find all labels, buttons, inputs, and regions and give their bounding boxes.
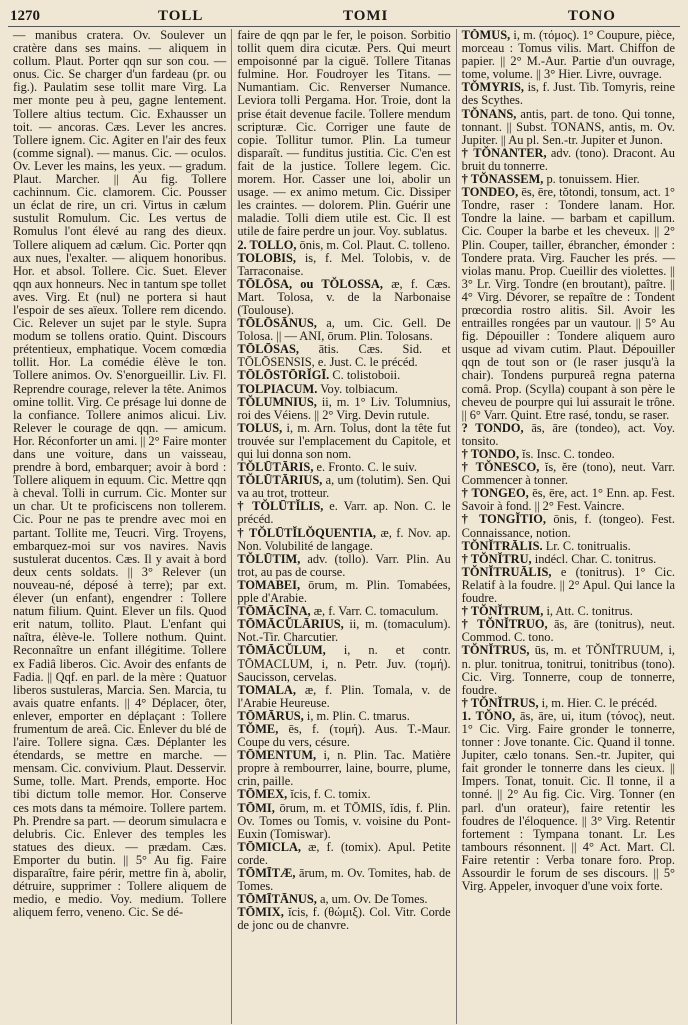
entry-headword: TŌMEX, (237, 787, 288, 802)
entry-definition: — manibus cratera. Ov. Soulever un cratère dans ses mains. — aliquem in collum. Plaut. Porter qqn sur son cou. — onus. Cic. Se charger d'un fardeau (pr. ou fig.). Paulatim sese tollit mare Virg. La mer monte peu à peu, gagne lentement. Tollere altius tectum. Cic. Exhausser un toit. — ancoras. Cæs. Lever les ancres. Tollere ignem. Cic. Agiter en l'air des feux (comme signal). — manus. Cic. — oculos. Ov. Lever les mains, les yeux. — gradum. Plaut. Marcher. || Au fig. Tollere cachinnum. Cic. clamorem. Cic. Pousser un éclat de rire, un cri. Virtus in cælum sustulit Romulum. Cic. Les vertus de Romulus l'ont élevé au rang des dieux. Tollere aliquem ad cælum. Cic. Porter qqn aux nues, l'exalter. — aliquem honoribus. Hor. et absol. Tollere. Cic. Suet. Elever qqn aux honneurs. Nec in tantum spe tollet aves. Virg. Et (nul) ne portera si haut l'espoir de ses aïeux. Tollere rem dicendo. Cic. Relever un sujet par le style. Supra modum se tollens oratio. Quint. Discours prétentieux, emphatique. Vocem comœdia tollit. Hor. La comédie élève le ton. Tollere animos. Ov. S'enorgueillir. Liv. Fl. Reprendre courage, relever la tête. Animos omine tollit. Virg. Ce présage lui donne de la confiance. Tollere animos alicui. Liv. Relever le courage de qqn. — amicum. Hor. Réconforter un ami. || 2° Faire monter dans une voiture, dans un vaisseau, prendre à bord, embarquer; avoir à bord : Tollere aliquem in equum. Cic. Mettre qqn à cheval. Tolli in currum. Cic. Monter sur un char. Ut te proficiscens non tollerem. Cic. Pour ne pas te prendre avec moi en partant. Tollite me, Teucri. Virg. Troyens, embarquez-moi sur vos navires. Navis sustulerat ducentos. Cæs. Il y avait à bord deux cents soldats. || 3° Relever (un nouveau-né, déposé à terre); par ext. élever (un enfant), engendrer : Tollere natum filium. Quint. Elever un fils. Quod erit natum, tollito. Plaut. L'enfant qui naîtra, élève-le. Tollere nothum. Quint. Reconnaître un enfant illégitime. Tollere ex Fadiâ liberos. Cic. Avoir des enfants de Fadia. || Qqf. en parl. de la mère : Quatuor liberos sustuleras, Marcia. Sen. Marcia, tu avais quatre enfants. || 4° Déplacer, ôter, enlever, emporter en déplaçant : Tollere frumentum de areâ. Cic. Enlever du blé de l'aire. Tollere signa. Cæs. Déplanter les étendards, se mettre en marche. — mensam. Cic. convivium. Plaut. Desservir. Sume, tolle. Mart. Prends, emporte. Hoc tibi dictum tolle memor. Hor. Conserve ces mots dans ta mémoire. Tollere partem. Ph. Prendre sa part. — deorum simulacra e delubris. Cic. Enlever des temples les statues des dieux. — prædam. Cæs. Emporter du butin. || 5° Au fig. Faire disparaître, faire périr, mettre fin à, abolir, détruire, supprimer : Tollere aliquem de medio, e medio. Voy. medium. Tollere aliquem ferro, veneno. Cic. Se dé- (13, 29, 227, 920)
entry-definition: ĭcis, f. C. tomix. (290, 787, 371, 802)
dictionary-entry (237, 527, 450, 553)
entry-headword: TŌMICLA, (237, 839, 302, 854)
entry-headword: TŌLŌSAS, (237, 342, 299, 357)
entry-headword: † TŎLŪTĬLIS, (237, 499, 324, 514)
dictionary-entry (237, 644, 450, 683)
guide-word-right: TONO (568, 8, 616, 24)
entry-headword: TOLOBIS, (237, 250, 296, 265)
entry-headword: TŎLUMNIUS, (237, 394, 317, 409)
entry-definition: i, m. Arn. Tolus, dont la tête fut trouvée sur l'emplacement du Capitole, et qui lui donna son nom. (237, 420, 451, 461)
entry-headword: 1. TŎNO, (461, 708, 516, 723)
entry-headword: TŌMĪTÆ, (237, 866, 296, 880)
dictionary-entry (462, 461, 675, 487)
entry-definition: i, m. Plin. C. tmarus. (306, 708, 410, 723)
entry-headword: TŌMĀCŬLĀRIUS, (237, 617, 344, 632)
entry-definition: æ, f. Cæs. Mart. Tolosa, v. de la Narbonaise (Toulouse). (237, 276, 451, 317)
dictionary-entry (237, 684, 450, 710)
entry-definition: e. Fronto. C. le suiv. (316, 460, 417, 475)
entry-headword: TŌMĀRUS, (237, 708, 304, 723)
entry-definition: ās, āre (tonitrus), neut. Commod. C. tono. (461, 617, 675, 645)
entry-definition: e. Varr. ap. Non. C. le précéd. (237, 499, 451, 527)
entry-headword: TŌMI, (237, 800, 275, 815)
entry-definition: ii, m. 1° Liv. Tolumnius, roi des Véiens. || 2° Virg. Devin rutule. (237, 394, 451, 422)
dictionary-entry (462, 29, 675, 81)
dictionary-entry (237, 343, 450, 369)
dictionary-entry (462, 108, 675, 147)
entry-definition: Lr. C. tonitrualis. (545, 538, 631, 553)
entry-headword: TŌMĀCŬLUM, (237, 643, 326, 658)
entry-definition: faire de qqn par le fer, le poison. Sorbitio tollit quem dira cicutæ. Pers. Qui meurt empoisonné par la ciguë. Tollere Titanas fulmine. Hor. Foudroyer les Titans. — Numantiam. Cic. Renverser Numance. Leviora tolli Pergama. Hor. Troie, dont la prise était devenue facile. Tollere mendum scripturæ. Cic. Corriger une faute de copie. Tollitur tumor. Plin. La tumeur disparaît. — funditus justitia. Cic. C'en est fait de la justice. Tollere legem. Cic. morem. Hor. Casser une loi, abolir un usage. — ex animo metum. Cic. Dissiper les craintes. — dolorem. Plin. Guérir une maladie. Tolli diem utile est. Cic. Il est utile de faire perdre un jour. Voy. sublatus. (237, 29, 451, 239)
entry-definition: Voy. tolbiacum. (320, 381, 398, 396)
entry-definition: adv. (tollo). Varr. Plin. Au trot, au pas de course. (237, 551, 451, 579)
dictionary-entry (237, 906, 450, 932)
entry-definition: ūs, m. et TŎNĬTRUUM, i, n. plur. tonitrua, tonitrui, tonitribus (tono). Cic. Virg. Tonnerre, coup de tonnerre, foudre. (461, 643, 675, 697)
entry-headword: TONDEO, (461, 185, 519, 200)
entry-definition: ātis. Cæs. Sid. et TŌLŌSENSIS, e. Just. C. le précéd. (237, 342, 451, 370)
entry-headword: TŌMĪTĀNUS, (237, 892, 317, 907)
dictionary-entry (462, 710, 675, 893)
dictionary-entry (13, 29, 226, 919)
entry-definition: i, m. (τόμος). 1° Coupure, pièce, morceau : Tomus vilis. Mart. Chiffon de papier. || 2° M.-Aur. Partie d'un ouvrage, tome, volume. || 3° Hier. Livre, ouvrage. (461, 29, 675, 82)
entry-definition: i, n. Plin. Tac. Matière propre à rembourrer, laine, bourre, plume, crin, paille. (237, 748, 451, 789)
entry-definition: ōnis, m. Col. Plaut. C. tolleno. (299, 237, 450, 252)
entry-definition: ās, āre, ui, itum (τόνος), neut. 1° Cic. Virg. Faire gronder le tonnerre, tonner : Jove tonante. Cic. Quand il tonne. Jupiter, cælo tonans. Sen.-tr. Jupiter, qui fait gronder le tonnerre dans les cieux. || Impers. Tonat, tonuit. Cic. Il tonne, il a tonné. || 2° Au fig. Cic. Virg. Tonner (en parl. d'un orateur), faire retentir les foudres de l'éloquence. || 3° Virg. Retentir fortement : Tympana tonant. Lr. Les tambours résonnent. || 4° Act. Mart. Cl. Faire retentir : Verba tonare foro. Prop. Assourdir le forum de ses discours. || 5° Virg. Appeler, invoquer d'une voix forte. (461, 708, 675, 894)
entry-headword: TŌLŌSA, ou TŎLOSSA, (237, 276, 383, 291)
entry-definition: e (tonitrus). 1° Cic. Relatif à la foudre. || 2° Apul. Qui lance la foudre. (461, 564, 675, 606)
column-middle (231, 29, 455, 1024)
entry-definition: i, Att. C. tonitrus. (546, 604, 633, 619)
entry-headword: TŎNĬTRĀLIS. (461, 538, 543, 553)
entry-headword: † TŎNANTER, (461, 145, 547, 160)
column-right (456, 29, 680, 1024)
dictionary-entry (462, 644, 675, 696)
text-columns (8, 29, 680, 1024)
dictionary-entry (237, 278, 450, 317)
entry-definition: ii, m. (tomaculum). Not.-Tir. Charcutier. (237, 617, 451, 645)
entry-definition: i, n. et contr. TŌMACLUM, i, n. Petr. Juv. (τομή). Saucisson, cervelas. (237, 643, 451, 684)
page-number: 1270 (10, 8, 40, 24)
entry-definition: a, um (tolutim). Sen. Qui va au trot, trotteur. (237, 473, 451, 501)
column-left (8, 29, 231, 1024)
dictionary-entry (237, 723, 450, 749)
dictionary-entry (237, 618, 450, 644)
dictionary-entry (237, 29, 450, 239)
entry-headword: TŎMYRIS, (461, 80, 524, 95)
dictionary-entry (237, 867, 450, 893)
entry-headword: TŎLŪTĀRIS, (237, 460, 314, 475)
entry-headword: † TŎNĬTRUO, (461, 617, 548, 632)
dictionary-entry (462, 487, 675, 513)
entry-headword: † TŎNASSEM, (461, 172, 544, 187)
entry-headword: † TŎNESCO, (461, 460, 540, 475)
entry-headword: TŎNĬTRUS, (461, 643, 530, 658)
dictionary-entry (462, 566, 675, 605)
entry-headword: TŌMENTUM, (237, 748, 317, 763)
dictionary-entry (462, 422, 675, 448)
entry-definition: ōnis, f. (tongeo). Fest. Connaissance, notion. (461, 512, 675, 540)
entry-definition: a, um. Cic. Gell. De Tolosa. || — ANI, ōrum. Plin. Tolosans. (237, 316, 451, 344)
entry-definition: æ, f. Varr. C. tomaculum. (313, 604, 439, 619)
guide-word-middle: TOMI (343, 8, 389, 24)
entry-definition: æ, f. (tomix). Apul. Petite corde. (237, 839, 451, 867)
dictionary-entry (237, 500, 450, 526)
dictionary-entry (462, 513, 675, 539)
entry-headword: † TŎNĬTRUM, (461, 604, 544, 619)
entry-headword: † TONGEO, (461, 486, 529, 501)
entry-headword: TŌLŌSTŌRĬGĪ. (237, 368, 330, 383)
entry-headword: TŎLŪTĀRIUS, (237, 473, 323, 488)
dictionary-entry (462, 186, 675, 422)
dictionary-entry (237, 802, 450, 841)
entry-headword: TŎNĬTRUĀLIS, (461, 564, 552, 579)
entry-headword: TOMALA, (237, 682, 296, 697)
entry-headword: † TONDO, (461, 447, 520, 461)
entry-headword: TOLUS, (237, 420, 283, 435)
dictionary-entry (237, 317, 450, 343)
dictionary-entry (237, 252, 450, 278)
entry-headword: ? TONDO, (461, 420, 524, 435)
dictionary-entry (237, 422, 450, 461)
running-header (8, 6, 680, 27)
entry-headword: TŎME, (237, 721, 279, 736)
dictionary-entry (237, 841, 450, 867)
entry-headword: TŌMĀCĪNA, (237, 604, 311, 619)
entry-definition: ēs, f. (τομή). Aus. T.-Maur. Coupe du vers, césure. (237, 721, 451, 750)
entry-definition: a, um. Ov. De Tomes. (319, 892, 428, 907)
entry-definition: C. tolistoboii. (332, 368, 401, 383)
dictionary-entry (237, 396, 450, 422)
dictionary-entry (237, 579, 450, 605)
entry-headword: † TŎNĬTRU, (461, 551, 532, 566)
entry-definition: is, f. Just. Tib. Tomyris, reine des Scythes. (461, 80, 675, 108)
dictionary-entry (462, 81, 675, 107)
entry-headword: TŎLŪTIM, (237, 551, 301, 566)
entry-headword: TŎNANS, (461, 106, 517, 121)
entry-headword: TOLPIACUM. (237, 381, 318, 396)
dictionary-entry (237, 474, 450, 500)
dictionary-entry (462, 147, 675, 173)
dictionary-entry (237, 749, 450, 788)
entry-definition: ēs, ēre, tŏtondi, tonsum, act. 1° Tondre, raser : Tondere lanam. Hor. Tondre la laine. — barbam et capillum. Cic. Couper la barbe et les cheveux. || 2° Plin. Couper, tailler, ébrancher, émonder : Tondere prata. Virg. Faucher les prés. — violas manu. Prop. Cueillir des violettes. || 3° Lr. Virg. Tondre (en broutant), paître. || 4° Virg. Dévorer, se repaître de : Tondent prœcordia rostro alitis. Sil. Avoir les entrailles rongées par un vautour. || 5° Au fig. Dépouiller : Tondere aliquem auro usque ad vivam cutim. Plaut. Dépouiller qqn de tout son or (le raser jusqu'à la chair). Tondens purpureâ regna paterna comâ. Prop. (Scylla) coupant à son père le cheveu de pourpre qui lui assurait le trône. || 6° Varr. Quint. Etre rasé, tondu, se raser. (461, 185, 675, 422)
entry-headword: † TŎNĬTRUS, (461, 695, 539, 710)
entry-definition: ĭcis, f. (θώμιξ). Col. Vitr. Corde de jonc ou de chanvre. (237, 905, 451, 933)
entry-definition: ōrum, m. et TŌMIS, ĭdis, f. Plin. Ov. Tomes ou Tomis, v. voisine du Pont-Euxin (Tomiswar). (237, 800, 451, 841)
entry-headword: † TŎLŪTĬLŎQUENTIA, (237, 525, 377, 540)
entry-definition: antis, part. de tono. Qui tonne, tonnant. || Subst. TONANS, antis, m. Ov. Jupiter. || Au pl. Sen.-tr. Jupiter et Junon. (461, 106, 675, 147)
entry-headword: TOMABEI, (237, 577, 301, 592)
entry-definition: i, m. Hier. C. le précéd. (541, 695, 658, 710)
guide-word-left: TOLL (158, 8, 204, 24)
entry-definition: is, f. Mel. Tolobis, v. de Tarraconaise. (237, 250, 451, 278)
entry-definition: indécl. Char. C. tonitrus. (534, 551, 657, 566)
entry-definition: æ, f. Plin. Tomala, v. de l'Arabie Heureuse. (237, 682, 451, 710)
dictionary-entry (237, 553, 450, 579)
entry-definition: ēs, ēre, act. 1° Enn. ap. Fest. Savoir à fond. || 2° Fest. Vaincre. (461, 486, 675, 514)
dictionary-entry (462, 618, 675, 644)
entry-headword: 2. TOLLO, (237, 237, 297, 252)
entry-headword: TŌLŌSĀNUS, (237, 316, 317, 331)
entry-headword: TŎMUS, (461, 29, 511, 42)
entry-definition: æ, f. Nov. ap. Non. Volubilité de langage. (237, 525, 451, 553)
entry-headword: TŌMIX, (237, 905, 284, 920)
entry-definition: p. tonuissem. Hier. (546, 172, 640, 187)
entry-definition: ārum, m. Ov. Tomites, hab. de Tomes. (237, 866, 451, 894)
entry-headword: † TONGĬTIO, (461, 512, 547, 527)
entry-definition: adv. (tono). Dracont. Au bruit du tonnerre. (461, 145, 675, 173)
entry-definition: ōrum, m. Plin. Tomabées, pple d'Arabie. (237, 577, 451, 606)
entry-definition: ĭs. Insc. C. tondeo. (522, 447, 615, 461)
entry-definition: ās, āre (tondeo), act. Voy. tonsito. (461, 420, 675, 448)
entry-definition: ĭs, ĕre (tono), neut. Varr. Commencer à tonner. (461, 460, 675, 488)
